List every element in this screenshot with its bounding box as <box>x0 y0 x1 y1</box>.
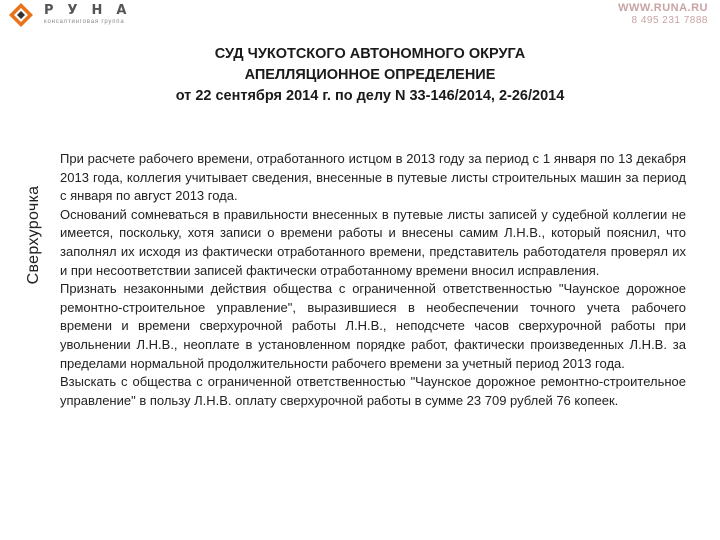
paragraph-records: Оснований сомневаться в правильности внесенных в путевые листы записей у судебной коллегии не имеется, поскольку, хотя записи о времени работы и внесены самим Л.Н.В., который пояснил, что заполнял их исходя из фактически отработанного времени, представитель работодателя проверял их и при несоответствии записей фактически отработанному времени вносил исправления. <box>60 206 686 278</box>
site-phone: 8 495 231 7888 <box>631 15 708 26</box>
title-line-doc-type: АПЕЛЛЯЦИОННОЕ ОПРЕДЕЛЕНИЕ <box>244 67 496 83</box>
side-label <box>19 150 49 320</box>
site-url-link[interactable]: WWW.RUNA.RU <box>618 2 708 14</box>
runa-logo-icon <box>8 2 34 28</box>
paragraph-ruling: Признать незаконными действия общества с ограниченной ответственностью "Чаунское дорожное ремонтно-строительное управление", выразившиеся в необеспечении точного учета рабочего времени и времени сверхурочной работы Л.Н.В., неподсчете часов сверхурочной работы при увольнении Л.Н.В., неоплате в установленном порядке работ, фактически произведенных Л.Н.В. за пределами нормальной продолжительности рабочего времени за учетный период 2013 года. <box>60 281 686 371</box>
document-body <box>60 150 686 410</box>
site-contacts <box>618 2 708 27</box>
title-line-case: от 22 сентября 2014 г. по делу N 33-146/2014, 2-26/2014 <box>175 88 565 104</box>
paragraph-calculation: При расчете рабочего времени, отработанного истцом в 2013 году за период с 1 января по 13 декабря 2013 года, коллегия учитывает сведения, внесенные в путевые листы строительных машин за период с января по август 2013 года. <box>60 151 686 204</box>
title-line-court: СУД ЧУКОТСКОГО АВТОНОМНОГО ОКРУГА <box>214 46 526 62</box>
logo-tagline: консалтинговая группа <box>44 19 125 25</box>
paragraph-award: Взыскать с общества с ограниченной ответственностью "Чаунское дорожное ремонтно-строительное управление" в пользу Л.Н.В. оплату сверхурочной работы в сумме 23 709 рублей 76 копеек. <box>60 374 686 408</box>
logo-name: РУНА <box>44 3 141 18</box>
company-logo[interactable] <box>8 2 178 28</box>
side-label-text: Сверхурочка <box>25 185 42 285</box>
document-title <box>80 44 660 107</box>
